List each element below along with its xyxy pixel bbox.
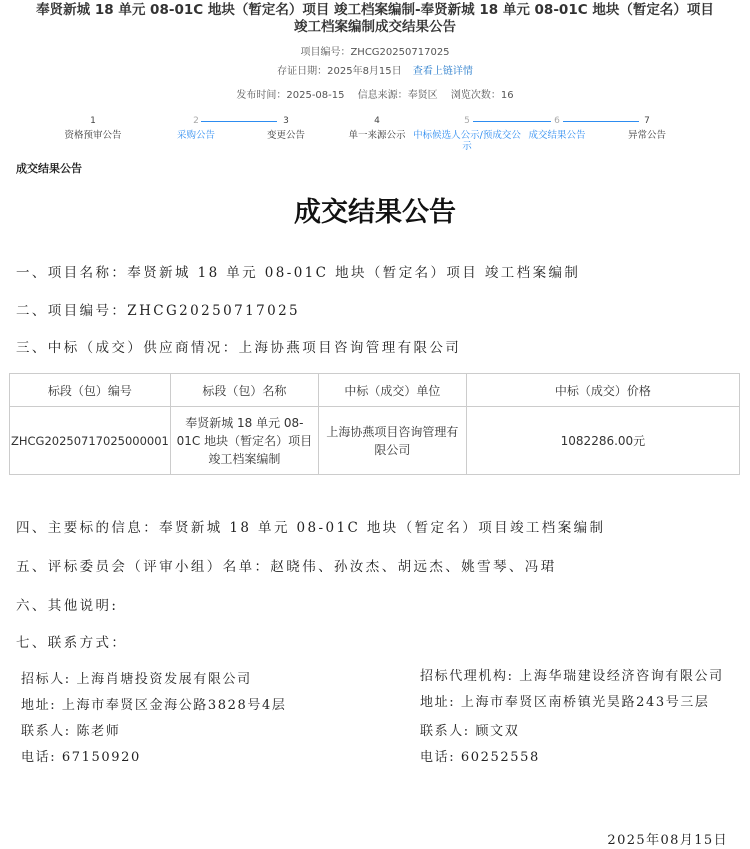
step-number: 6	[554, 116, 560, 126]
column-header: 中标（成交）单位	[318, 374, 466, 407]
step-label: 单一来源公示	[348, 130, 406, 141]
agency-address: 地址: 上海市奉贤区南桥镇光昊路243号三层	[420, 695, 710, 710]
agency-name: 招标代理机构: 上海华瑞建设经济咨询有限公司	[420, 669, 724, 684]
step-label: 成交结果公告	[528, 130, 586, 141]
item-other-notes: 六、其他说明:	[16, 598, 119, 614]
agency-phone: 电话: 60252558	[420, 750, 540, 765]
buyer-address: 地址: 上海市奉贤区金海公路3828号4层	[21, 698, 287, 713]
step-label: 异常公告	[627, 130, 666, 141]
step-exception-notice[interactable]	[592, 116, 702, 141]
step-number: 5	[464, 116, 470, 126]
chain-detail-link[interactable]: 查看上链详情	[412, 66, 473, 77]
project-no: ZHCG20250717025	[350, 47, 450, 58]
step-number: 2	[193, 116, 199, 126]
source: 奉贤区	[407, 90, 438, 101]
notice-date: 2025年08月15日	[607, 833, 728, 848]
views-label: 浏览次数：	[450, 90, 501, 101]
views-count: 16	[500, 90, 514, 101]
cell-unit: 上海协燕项目咨询管理有限公司	[318, 407, 466, 475]
deposit-row	[0, 62, 750, 77]
table-row	[10, 407, 740, 475]
item-supplier: 三、中标（成交）供应商情况：上海协燕项目咨询管理有限公司	[16, 340, 462, 356]
source-label: 信息来源：	[357, 90, 408, 101]
column-header: 标段（包）名称	[170, 374, 318, 407]
buyer-name: 招标人: 上海肖塘投资发展有限公司	[21, 672, 252, 687]
document-title: 成交结果公告	[294, 197, 456, 228]
deposit-label: 存证日期：	[277, 66, 328, 77]
publish-time: 2025-08-15	[286, 90, 345, 101]
cell-name: 奉贤新城 18 单元 08-01C 地块（暂定名）项目竣工档案编制	[170, 407, 318, 475]
agency-contact	[420, 668, 740, 772]
cell-price: 1082286.00元	[466, 407, 739, 475]
deposit-date: 2025年8月15日	[327, 66, 402, 77]
process-steps	[0, 116, 750, 156]
step-prequalification[interactable]	[38, 116, 148, 141]
project-no-label: 项目编号：	[300, 47, 351, 58]
page-title: 奉贤新城 18 单元 08-01C 地块（暂定名）项目 竣工档案编制-奉贤新城 18 单元 08-01C 地块（暂定名）项目竣工档案编制成交结果公告	[36, 2, 714, 35]
step-number: 7	[644, 116, 650, 126]
table-header-row	[10, 374, 740, 407]
column-header: 标段（包）编号	[10, 374, 171, 407]
step-label: 采购公告	[176, 130, 215, 141]
buyer-phone: 电话: 67150920	[21, 750, 141, 765]
agency-person: 联系人: 顾文双	[420, 724, 520, 739]
cell-code: ZHCG20250717025000001	[10, 407, 171, 475]
buyer-person: 联系人: 陈老师	[21, 724, 121, 739]
item-main-subject: 四、主要标的信息：奉贤新城 18 单元 08-01C 地块（暂定名）项目竣工档案编制	[16, 520, 606, 536]
step-label: 中标候选人公示/预成交公示	[413, 130, 521, 152]
step-number: 4	[374, 116, 380, 126]
project-number-row	[0, 43, 750, 58]
item-committee: 五、评标委员会（评审小组）名单：赵晓伟、孙汝杰、胡远杰、姚雪琴、冯珺	[16, 559, 557, 575]
item-project-number: 二、项目编号：ZHCG20250717025	[16, 303, 301, 319]
step-number: 1	[90, 116, 96, 126]
publish-info-row	[0, 86, 750, 101]
buyer-contact	[21, 668, 286, 772]
section-label: 成交结果公告	[16, 162, 82, 175]
step-label: 资格预审公告	[64, 130, 122, 141]
item-project-name: 一、项目名称：奉贤新城 18 单元 08-01C 地块（暂定名）项目 竣工档案编制	[16, 265, 581, 281]
item-contact: 七、联系方式：	[16, 635, 128, 651]
column-header: 中标（成交）价格	[466, 374, 739, 407]
result-table	[9, 373, 740, 475]
step-label: 变更公告	[266, 130, 305, 141]
publish-label: 发布时间：	[236, 90, 287, 101]
step-number: 3	[283, 116, 289, 126]
